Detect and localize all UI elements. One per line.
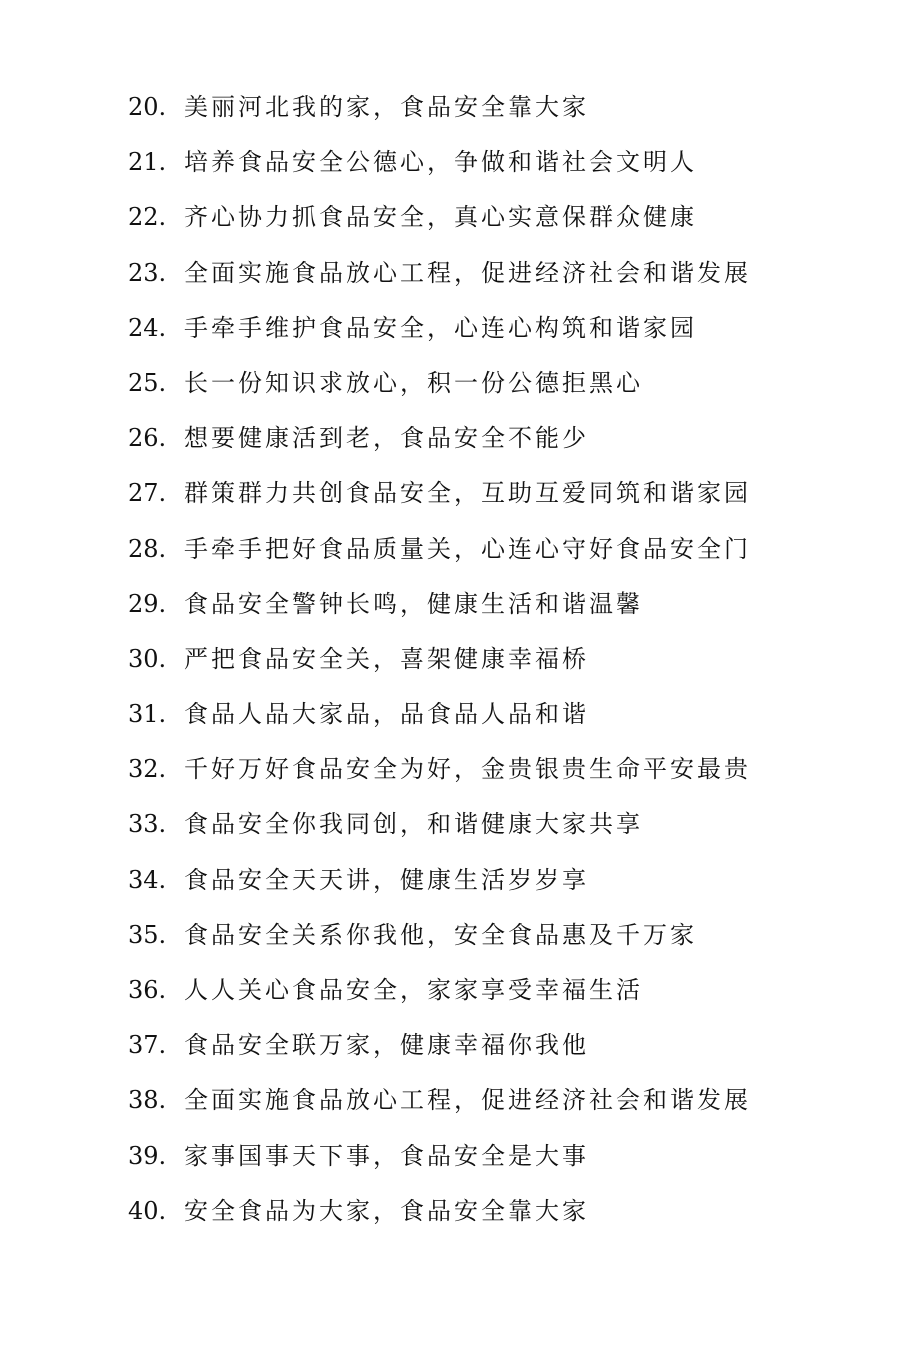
slogan-number: 30. [128, 644, 167, 673]
list-item [128, 88, 751, 143]
slogan-number: 33. [128, 810, 167, 839]
slogan-text: 培养食品安全公德心，争做和谐社会文明人 [184, 148, 697, 177]
slogan-number: 29. [128, 589, 167, 618]
list-item [128, 1081, 751, 1136]
list-item [128, 198, 751, 253]
list-item [128, 143, 751, 198]
list-item [128, 861, 751, 916]
slogan-number: 31. [128, 700, 167, 729]
slogan-text: 想要健康活到老，食品安全不能少 [184, 424, 589, 453]
slogan-list [128, 88, 751, 1247]
slogan-text: 美丽河北我的家，食品安全靠大家 [184, 93, 589, 121]
slogan-text: 严把食品安全关，喜架健康幸福桥 [184, 644, 589, 673]
list-item [128, 971, 751, 1026]
slogan-number: 28. [128, 534, 167, 563]
slogan-number: 38. [128, 1086, 167, 1115]
slogan-text: 食品安全联万家，健康幸福你我他 [184, 1031, 589, 1060]
list-item [128, 805, 751, 860]
slogan-number: 40. [128, 1196, 167, 1225]
list-item [128, 640, 751, 695]
slogan-text: 食品安全警钟长鸣，健康生活和谐温馨 [184, 589, 643, 618]
list-item [128, 474, 751, 529]
slogan-number: 20. [128, 93, 167, 121]
slogan-text: 手牵手把好食品质量关，心连心守好食品安全门 [184, 534, 751, 563]
slogan-text: 手牵手维护食品安全，心连心构筑和谐家园 [184, 313, 697, 342]
list-item [128, 695, 751, 750]
list-item [128, 1137, 751, 1192]
slogan-number: 37. [128, 1031, 167, 1060]
slogan-text: 安全食品为大家，食品安全靠大家 [184, 1196, 589, 1225]
list-item [128, 254, 751, 309]
slogan-text: 食品安全天天讲，健康生活岁岁享 [184, 865, 589, 894]
slogan-text: 长一份知识求放心，积一份公德拒黑心 [184, 368, 643, 397]
list-item [128, 585, 751, 640]
slogan-number: 27. [128, 479, 167, 508]
slogan-text: 人人关心食品安全，家家享受幸福生活 [184, 976, 643, 1004]
slogan-number: 22. [128, 203, 167, 232]
slogan-text: 食品安全关系你我他，安全食品惠及千万家 [184, 920, 697, 949]
list-item [128, 364, 751, 419]
list-item [128, 530, 751, 585]
slogan-number: 25. [128, 368, 167, 397]
list-item [128, 750, 751, 805]
slogan-number: 26. [128, 424, 167, 453]
slogan-number: 34. [128, 865, 167, 894]
slogan-text: 全面实施食品放心工程，促进经济社会和谐发展 [184, 1086, 751, 1115]
slogan-text: 食品安全你我同创，和谐健康大家共享 [184, 810, 643, 839]
slogan-number: 36. [128, 976, 167, 1004]
list-item [128, 309, 751, 364]
list-item [128, 419, 751, 474]
list-item [128, 1026, 751, 1081]
slogan-text: 千好万好食品安全为好，金贵银贵生命平安最贵 [184, 755, 751, 784]
slogan-text: 全面实施食品放心工程，促进经济社会和谐发展 [184, 258, 751, 287]
slogan-text: 齐心协力抓食品安全，真心实意保群众健康 [184, 203, 697, 232]
slogan-number: 39. [128, 1141, 167, 1170]
slogan-number: 23. [128, 258, 167, 287]
slogan-number: 32. [128, 755, 167, 784]
slogan-number: 21. [128, 148, 167, 177]
list-item [128, 1192, 751, 1247]
list-item [128, 916, 751, 971]
slogan-number: 24. [128, 313, 167, 342]
slogan-number: 35. [128, 920, 167, 949]
slogan-text: 家事国事天下事，食品安全是大事 [184, 1141, 589, 1170]
slogan-text: 群策群力共创食品安全，互助互爱同筑和谐家园 [184, 479, 751, 508]
slogan-text: 食品人品大家品，品食品人品和谐 [184, 700, 589, 729]
